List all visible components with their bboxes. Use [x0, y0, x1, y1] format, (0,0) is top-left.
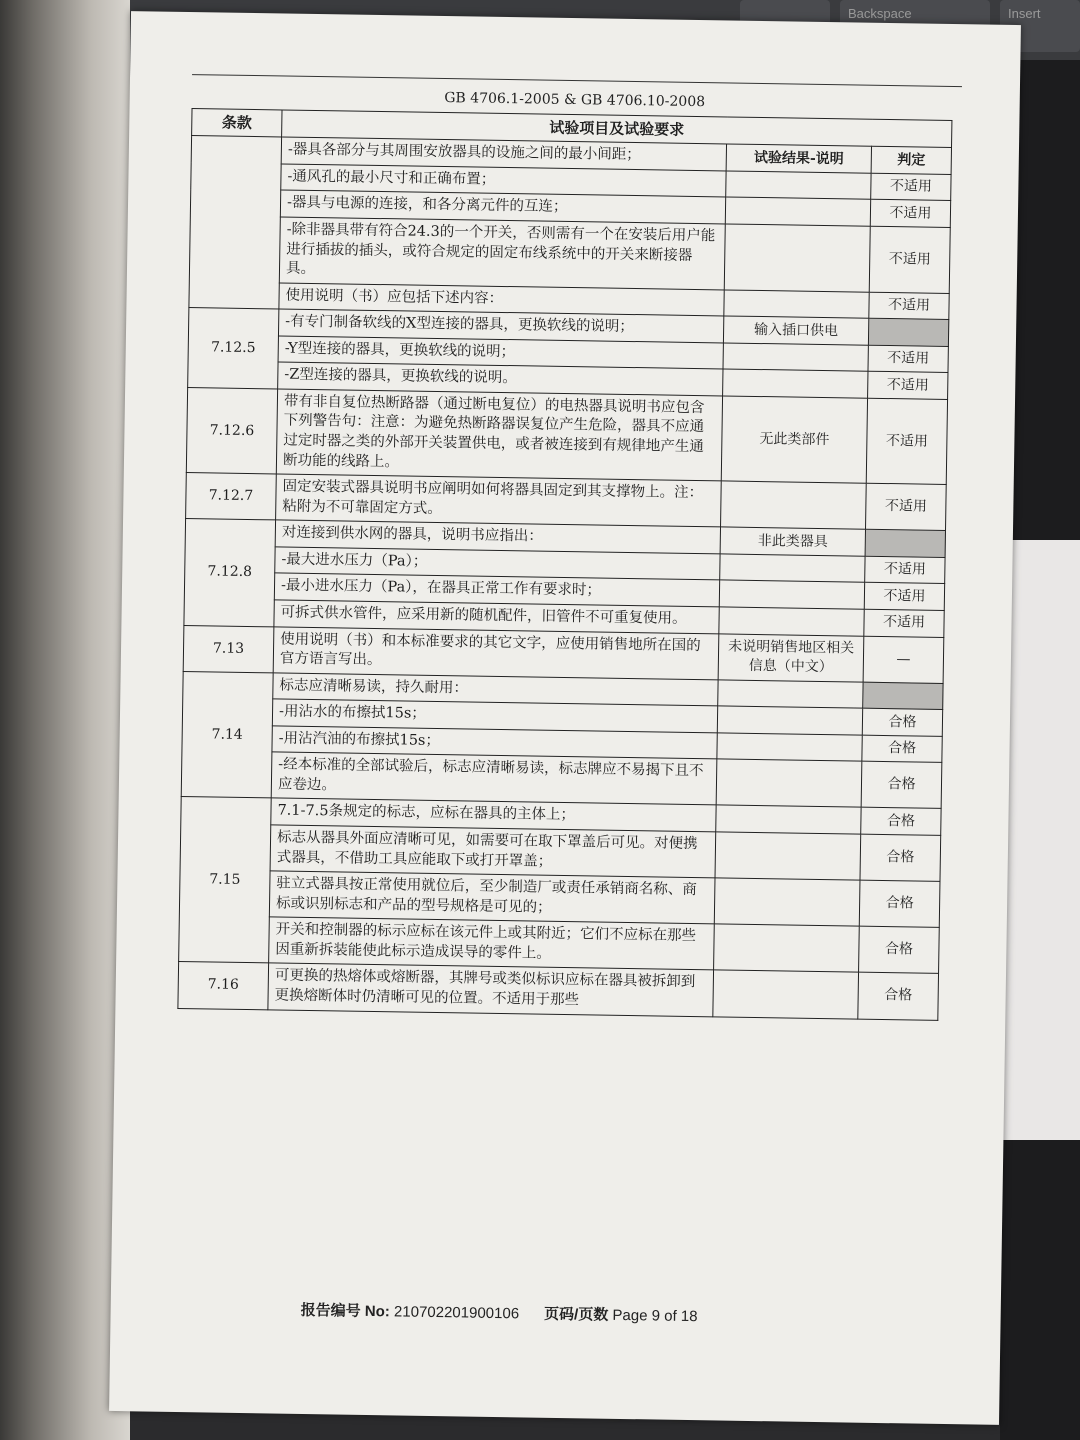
item-cell: -经本标准的全部试验后，标志应清晰易读，标志牌应不易揭下且不应卷边。	[271, 752, 717, 805]
verdict-cell: 合格	[862, 708, 942, 736]
background-paper-right	[1000, 540, 1080, 1140]
verdict-cell	[865, 529, 945, 557]
item-cell: -Y型连接的器具，更换软线的说明；	[278, 336, 723, 370]
test-table	[177, 108, 952, 1020]
result-cell	[724, 224, 870, 292]
result-cell	[714, 878, 860, 926]
result-cell	[723, 369, 868, 398]
clause-cell	[189, 136, 282, 309]
result-cell	[717, 706, 862, 735]
result-cell	[714, 924, 860, 972]
clause-cell: 7.14	[181, 671, 273, 798]
item-cell: -最小进水压力（Pa），在器具正常工作有要求时；	[274, 573, 719, 607]
item-cell: -最大进水压力（Pa）；	[275, 547, 720, 581]
result-cell	[720, 554, 865, 583]
result-cell	[713, 970, 859, 1018]
table-row	[189, 215, 950, 293]
result-cell	[723, 343, 868, 372]
item-cell: 对连接到供水网的器具，说明书应指出：	[275, 520, 720, 554]
verdict-cell: 不适用	[868, 345, 948, 373]
item-cell: 标志应清晰易读，持久耐用：	[273, 673, 718, 707]
verdict-cell: 合格	[858, 973, 939, 1020]
result-cell	[721, 481, 867, 529]
verdict-cell: 不适用	[871, 173, 951, 201]
clause-header: 条款	[192, 109, 282, 138]
standard-header: GB 4706.1-2005 & GB 4706.10-2008	[444, 90, 706, 111]
page-number: Page 9 of 18	[612, 1306, 698, 1326]
report-number-label: 报告编号 No:	[300, 1301, 390, 1321]
verdict-cell: 不适用	[865, 556, 945, 584]
insert-key-label: Insert	[1008, 6, 1041, 21]
verdict-cell: 不适用	[864, 583, 944, 611]
item-cell: 带有非自复位热断路器（通过断电复位）的电热器具说明书应包含下列警告句：注意：为避免热断路器误复位产生危险，器具不应通过定时器之类的外部开关装置供电，或者被连接到有规律地产生通断功能的线路上。	[276, 389, 722, 481]
verdict-cell: 不适用	[865, 483, 946, 530]
result-cell: 未说明销售地区相关信息（中文）	[718, 633, 864, 681]
clause-cell: 7.16	[178, 962, 269, 1010]
item-cell: -除非器具带有符合24.3的一个开关，否则需有一个在安装后用户能进行插拔的插头，或符合规定的固定布线系统中的开关来断接器具。	[279, 217, 725, 290]
item-cell: -用沾水的布擦拭15s；	[272, 699, 717, 733]
item-cell: 开关和控制器的标示应标在该元件上或其附近；它们不应标在那些因重新拆装能使此标示造成误导的零件上。	[269, 917, 715, 970]
clause-cell: 7.13	[183, 625, 274, 673]
item-cell: 使用说明（书）和本标准要求的其它文字，应使用销售地所在国的官方语言写出。	[273, 626, 719, 679]
clause-cell: 7.12.6	[186, 387, 277, 474]
verdict-cell: 合格	[859, 926, 940, 973]
verdict-cell	[863, 682, 943, 710]
header-rule	[192, 74, 962, 87]
result-cell	[725, 197, 870, 226]
item-cell: -器具各部分与其周围安放器具的设施之间的最小间距；	[281, 137, 726, 171]
verdict-cell: 合格	[860, 834, 941, 881]
result-cell	[716, 805, 861, 834]
page-footer	[301, 1299, 698, 1326]
item-cell: 使用说明（书）应包括下述内容：	[279, 283, 724, 317]
item-cell: 固定安装式器具说明书应阐明如何将器具固定到其支撑物上。注：粘附为不可靠固定方式。	[276, 474, 722, 527]
item-cell: -用沾汽油的布擦拭15s；	[272, 726, 717, 760]
verdict-cell: 合格	[862, 735, 942, 763]
item-cell: -Z型连接的器具，更换软线的说明。	[278, 362, 723, 396]
table-row	[186, 387, 947, 484]
verdict-cell: 不适用	[869, 226, 950, 293]
verdict-cell	[868, 318, 948, 346]
item-cell: 可拆式供水管件，应采用新的随机配件，旧管件不可重复使用。	[274, 600, 719, 634]
result-cell	[716, 759, 862, 807]
verdict-cell: 不适用	[870, 200, 950, 228]
clause-cell: 7.12.5	[188, 308, 279, 389]
page-label: 页码/页数	[543, 1305, 609, 1324]
item-cell: -有专门制备软线的X型连接的器具，更换软线的说明；	[278, 309, 723, 343]
report-number: 210702201900106	[393, 1303, 520, 1323]
item-cell: -通风孔的最小尺寸和正确布置；	[281, 164, 726, 198]
backspace-key-label: Backspace	[848, 6, 912, 21]
result-cell	[717, 733, 862, 762]
verdict-cell: 合格	[859, 880, 940, 927]
item-cell: 7.1-7.5条规定的标志，应标在器具的主体上；	[271, 798, 716, 832]
item-cell: 可更换的热熔体或熔断器，其牌号或类似标识应标在器具被拆卸到更换熔断体时仍清晰可见的位置。不适用于那些	[268, 963, 714, 1016]
verdict-cell: 不适用	[864, 609, 944, 637]
clause-cell: 7.15	[179, 797, 272, 963]
result-cell	[726, 171, 871, 200]
result-cell	[715, 832, 861, 880]
result-header: 试验结果-说明	[726, 144, 871, 173]
item-cell: -器具与电源的连接，和各分离元件的互连；	[280, 190, 725, 224]
verdict-cell: 不适用	[866, 398, 947, 484]
item-cell: 标志从器具外面应清晰可见，如需要可在取下罩盖后可见。对便携式器具，不借助工具应能取下或打开罩盖；	[270, 825, 716, 878]
result-cell	[724, 290, 869, 319]
verdict-cell: 合格	[861, 761, 942, 808]
verdict-cell: —	[863, 636, 944, 683]
result-cell	[719, 607, 864, 636]
item-cell: 驻立式器具按正常使用就位后，至少制造厂或责任承销商名称、商标或识别标志和产品的型号规格是可见的；	[269, 871, 715, 924]
verdict-cell: 合格	[861, 808, 941, 836]
verdict-cell: 不适用	[869, 292, 949, 320]
verdict-cell: 不适用	[868, 372, 948, 400]
document-page	[109, 11, 1021, 1425]
clause-cell: 7.12.7	[186, 473, 277, 521]
result-cell	[718, 680, 863, 709]
result-cell: 非此类器具	[720, 527, 865, 556]
book-left-pages	[0, 0, 130, 1440]
result-cell	[719, 580, 864, 609]
clause-cell: 7.12.8	[184, 519, 276, 627]
result-cell: 无此类部件	[721, 396, 867, 484]
result-cell: 输入插口供电	[723, 316, 868, 345]
item-header: 试验项目及试验要求	[282, 110, 952, 148]
verdict-header: 判定	[871, 146, 951, 174]
